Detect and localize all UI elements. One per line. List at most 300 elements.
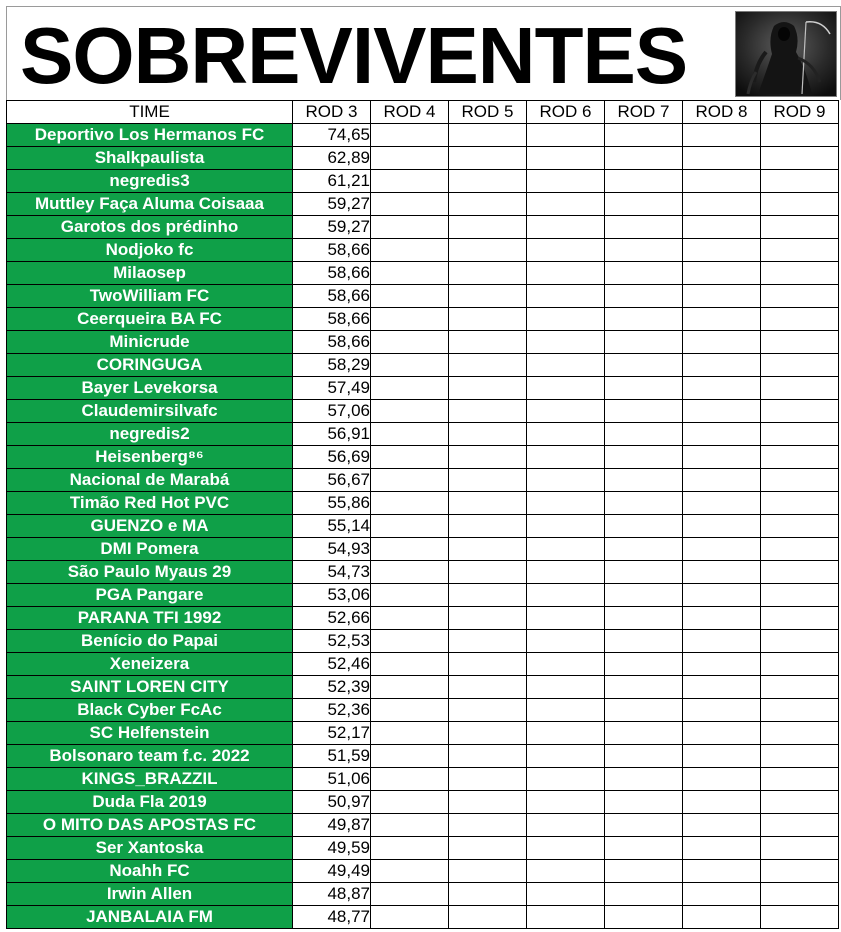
team-name-cell[interactable]: Garotos dos prédinho: [7, 216, 293, 239]
team-name-cell[interactable]: negredis3: [7, 170, 293, 193]
rod-3-score-cell[interactable]: 51,06: [293, 768, 371, 791]
rod-3-score-cell[interactable]: 52,66: [293, 607, 371, 630]
rod-9-score-cell[interactable]: [761, 193, 839, 216]
rod-6-score-cell[interactable]: [527, 262, 605, 285]
rod-3-score-cell[interactable]: 52,17: [293, 722, 371, 745]
rod-5-score-cell[interactable]: [449, 124, 527, 147]
rod-8-score-cell[interactable]: [683, 630, 761, 653]
table-row: [7, 147, 839, 170]
rod-4-score-cell[interactable]: [371, 860, 449, 883]
rod-4-score-cell[interactable]: [371, 469, 449, 492]
rod-9-score-cell[interactable]: [761, 469, 839, 492]
team-name-cell[interactable]: Xeneizera: [7, 653, 293, 676]
rod-3-score-cell[interactable]: 52,53: [293, 630, 371, 653]
rod-3-score-cell[interactable]: 49,59: [293, 837, 371, 860]
rod-7-score-cell[interactable]: [605, 676, 683, 699]
rod-7-score-cell[interactable]: [605, 722, 683, 745]
header-rod-9[interactable]: ROD 9: [761, 101, 839, 124]
rod-3-score-cell[interactable]: 59,27: [293, 193, 371, 216]
rod-9-score-cell[interactable]: [761, 768, 839, 791]
rod-9-score-cell[interactable]: [761, 147, 839, 170]
rod-4-score-cell[interactable]: [371, 745, 449, 768]
rod-9-score-cell[interactable]: [761, 423, 839, 446]
rod-6-score-cell[interactable]: [527, 722, 605, 745]
rod-6-score-cell[interactable]: [527, 446, 605, 469]
rod-6-score-cell[interactable]: [527, 653, 605, 676]
header-rod-8[interactable]: ROD 8: [683, 101, 761, 124]
rod-5-score-cell[interactable]: [449, 147, 527, 170]
rod-3-score-cell[interactable]: 57,06: [293, 400, 371, 423]
rod-7-score-cell[interactable]: [605, 193, 683, 216]
rod-7-score-cell[interactable]: [605, 883, 683, 906]
rod-8-score-cell[interactable]: [683, 492, 761, 515]
rod-6-score-cell[interactable]: [527, 423, 605, 446]
rod-7-score-cell[interactable]: [605, 653, 683, 676]
rod-6-score-cell[interactable]: [527, 515, 605, 538]
rod-9-score-cell[interactable]: [761, 584, 839, 607]
rod-7-score-cell[interactable]: [605, 538, 683, 561]
rod-3-score-cell[interactable]: 49,87: [293, 814, 371, 837]
rod-4-score-cell[interactable]: [371, 492, 449, 515]
rod-8-score-cell[interactable]: [683, 446, 761, 469]
rod-6-score-cell[interactable]: [527, 308, 605, 331]
rod-5-score-cell[interactable]: [449, 653, 527, 676]
rod-5-score-cell[interactable]: [449, 492, 527, 515]
team-name-cell[interactable]: Black Cyber FcAc: [7, 699, 293, 722]
rod-3-score-cell[interactable]: 58,66: [293, 262, 371, 285]
rod-4-score-cell[interactable]: [371, 561, 449, 584]
rod-3-score-cell[interactable]: 51,59: [293, 745, 371, 768]
team-name-cell[interactable]: KINGS_BRAZZIL: [7, 768, 293, 791]
rod-9-score-cell[interactable]: [761, 492, 839, 515]
table-row: [7, 354, 839, 377]
rod-8-score-cell[interactable]: [683, 515, 761, 538]
rod-5-score-cell[interactable]: [449, 354, 527, 377]
rod-4-score-cell[interactable]: [371, 906, 449, 929]
rod-3-score-cell[interactable]: 52,39: [293, 676, 371, 699]
team-name-cell[interactable]: Bayer Levekorsa: [7, 377, 293, 400]
rod-8-score-cell[interactable]: [683, 331, 761, 354]
table-row: [7, 285, 839, 308]
rod-7-score-cell[interactable]: [605, 584, 683, 607]
rod-8-score-cell[interactable]: [683, 653, 761, 676]
rod-8-score-cell[interactable]: [683, 745, 761, 768]
rod-8-score-cell[interactable]: [683, 837, 761, 860]
rod-6-score-cell[interactable]: [527, 791, 605, 814]
rod-5-score-cell[interactable]: [449, 216, 527, 239]
rod-8-score-cell[interactable]: [683, 676, 761, 699]
rod-5-score-cell[interactable]: [449, 699, 527, 722]
rod-8-score-cell[interactable]: [683, 883, 761, 906]
rod-4-score-cell[interactable]: [371, 538, 449, 561]
rod-4-score-cell[interactable]: [371, 837, 449, 860]
table-row: [7, 722, 839, 745]
rod-4-score-cell[interactable]: [371, 515, 449, 538]
rod-5-score-cell[interactable]: [449, 423, 527, 446]
rod-3-score-cell[interactable]: 48,87: [293, 883, 371, 906]
rod-7-score-cell[interactable]: [605, 377, 683, 400]
rod-8-score-cell[interactable]: [683, 239, 761, 262]
header-rod-7[interactable]: ROD 7: [605, 101, 683, 124]
rod-9-score-cell[interactable]: [761, 285, 839, 308]
rod-3-score-cell[interactable]: 61,21: [293, 170, 371, 193]
rod-4-score-cell[interactable]: [371, 400, 449, 423]
rod-5-score-cell[interactable]: [449, 768, 527, 791]
rod-9-score-cell[interactable]: [761, 170, 839, 193]
rod-9-score-cell[interactable]: [761, 699, 839, 722]
rod-6-score-cell[interactable]: [527, 607, 605, 630]
rod-5-score-cell[interactable]: [449, 561, 527, 584]
rod-4-score-cell[interactable]: [371, 308, 449, 331]
rod-3-score-cell[interactable]: 58,66: [293, 308, 371, 331]
rod-6-score-cell[interactable]: [527, 216, 605, 239]
rod-3-score-cell[interactable]: 56,67: [293, 469, 371, 492]
rod-6-score-cell[interactable]: [527, 377, 605, 400]
rod-9-score-cell[interactable]: [761, 331, 839, 354]
rod-8-score-cell[interactable]: [683, 561, 761, 584]
rod-3-score-cell[interactable]: 54,93: [293, 538, 371, 561]
rod-4-score-cell[interactable]: [371, 791, 449, 814]
rod-6-score-cell[interactable]: [527, 745, 605, 768]
ranking-table: [6, 100, 839, 929]
rod-4-score-cell[interactable]: [371, 699, 449, 722]
rod-5-score-cell[interactable]: [449, 285, 527, 308]
rod-6-score-cell[interactable]: [527, 285, 605, 308]
rod-5-score-cell[interactable]: [449, 584, 527, 607]
table-row: [7, 377, 839, 400]
rod-8-score-cell[interactable]: [683, 584, 761, 607]
team-name-cell[interactable]: O MITO DAS APOSTAS FC: [7, 814, 293, 837]
rod-8-score-cell[interactable]: [683, 147, 761, 170]
rod-8-score-cell[interactable]: [683, 607, 761, 630]
rod-3-score-cell[interactable]: 48,77: [293, 906, 371, 929]
rod-7-score-cell[interactable]: [605, 308, 683, 331]
rod-7-score-cell[interactable]: [605, 446, 683, 469]
table-row: [7, 745, 839, 768]
rod-3-score-cell[interactable]: 58,29: [293, 354, 371, 377]
rod-5-score-cell[interactable]: [449, 630, 527, 653]
rod-7-score-cell[interactable]: [605, 262, 683, 285]
rod-8-score-cell[interactable]: [683, 699, 761, 722]
rod-9-score-cell[interactable]: [761, 216, 839, 239]
team-name-cell[interactable]: GUENZO e MA: [7, 515, 293, 538]
rod-5-score-cell[interactable]: [449, 331, 527, 354]
team-name-cell[interactable]: Muttley Faça Aluma Coisaaa: [7, 193, 293, 216]
rod-6-score-cell[interactable]: [527, 883, 605, 906]
rod-9-score-cell[interactable]: [761, 124, 839, 147]
rod-5-score-cell[interactable]: [449, 860, 527, 883]
header-rod-5[interactable]: ROD 5: [449, 101, 527, 124]
table-row: [7, 860, 839, 883]
rod-7-score-cell[interactable]: [605, 469, 683, 492]
rod-3-score-cell[interactable]: 58,66: [293, 331, 371, 354]
rod-9-score-cell[interactable]: [761, 630, 839, 653]
rod-6-score-cell[interactable]: [527, 193, 605, 216]
rod-9-score-cell[interactable]: [761, 906, 839, 929]
rod-5-score-cell[interactable]: [449, 791, 527, 814]
rod-9-score-cell[interactable]: [761, 515, 839, 538]
rod-9-score-cell[interactable]: [761, 745, 839, 768]
table-row: [7, 883, 839, 906]
rod-7-score-cell[interactable]: [605, 147, 683, 170]
rod-5-score-cell[interactable]: [449, 469, 527, 492]
rod-5-score-cell[interactable]: [449, 745, 527, 768]
rod-5-score-cell[interactable]: [449, 239, 527, 262]
rod-5-score-cell[interactable]: [449, 515, 527, 538]
rod-4-score-cell[interactable]: [371, 354, 449, 377]
rod-7-score-cell[interactable]: [605, 745, 683, 768]
rod-3-score-cell[interactable]: 53,06: [293, 584, 371, 607]
team-name-cell[interactable]: TwoWilliam FC: [7, 285, 293, 308]
rod-3-score-cell[interactable]: 54,73: [293, 561, 371, 584]
team-name-cell[interactable]: Shalkpaulista: [7, 147, 293, 170]
rod-9-score-cell[interactable]: [761, 883, 839, 906]
table-row: [7, 814, 839, 837]
rod-8-score-cell[interactable]: [683, 262, 761, 285]
rod-4-score-cell[interactable]: [371, 814, 449, 837]
rod-9-score-cell[interactable]: [761, 607, 839, 630]
rod-6-score-cell[interactable]: [527, 170, 605, 193]
team-name-cell[interactable]: JANBALAIA FM: [7, 906, 293, 929]
rod-9-score-cell[interactable]: [761, 400, 839, 423]
rod-6-score-cell[interactable]: [527, 400, 605, 423]
rod-8-score-cell[interactable]: [683, 354, 761, 377]
team-name-cell[interactable]: Noahh FC: [7, 860, 293, 883]
rod-9-score-cell[interactable]: [761, 722, 839, 745]
rod-5-score-cell[interactable]: [449, 308, 527, 331]
rod-8-score-cell[interactable]: [683, 170, 761, 193]
rod-9-score-cell[interactable]: [761, 860, 839, 883]
rod-8-score-cell[interactable]: [683, 906, 761, 929]
team-name-cell[interactable]: Nacional de Marabá: [7, 469, 293, 492]
rod-5-score-cell[interactable]: [449, 538, 527, 561]
team-name-cell[interactable]: negredis2: [7, 423, 293, 446]
rod-3-score-cell[interactable]: 55,14: [293, 515, 371, 538]
table-row: [7, 791, 839, 814]
rod-3-score-cell[interactable]: 59,27: [293, 216, 371, 239]
team-name-cell[interactable]: Minicrude: [7, 331, 293, 354]
team-name-cell[interactable]: SC Helfenstein: [7, 722, 293, 745]
rod-8-score-cell[interactable]: [683, 538, 761, 561]
rod-9-score-cell[interactable]: [761, 262, 839, 285]
rod-3-score-cell[interactable]: 58,66: [293, 239, 371, 262]
rod-5-score-cell[interactable]: [449, 883, 527, 906]
rod-7-score-cell[interactable]: [605, 699, 683, 722]
team-name-cell[interactable]: Heisenberg⁸⁶: [7, 446, 293, 469]
rod-8-score-cell[interactable]: [683, 400, 761, 423]
rod-7-score-cell[interactable]: [605, 515, 683, 538]
rod-8-score-cell[interactable]: [683, 423, 761, 446]
rod-5-score-cell[interactable]: [449, 814, 527, 837]
rod-9-score-cell[interactable]: [761, 814, 839, 837]
rod-6-score-cell[interactable]: [527, 354, 605, 377]
rod-3-score-cell[interactable]: 74,65: [293, 124, 371, 147]
rod-6-score-cell[interactable]: [527, 124, 605, 147]
rod-8-score-cell[interactable]: [683, 216, 761, 239]
rod-5-score-cell[interactable]: [449, 262, 527, 285]
rod-6-score-cell[interactable]: [527, 906, 605, 929]
rod-7-score-cell[interactable]: [605, 492, 683, 515]
rod-9-score-cell[interactable]: [761, 377, 839, 400]
table-row: [7, 308, 839, 331]
rod-7-score-cell[interactable]: [605, 400, 683, 423]
rod-7-score-cell[interactable]: [605, 239, 683, 262]
rod-4-score-cell[interactable]: [371, 147, 449, 170]
header-rod-4[interactable]: ROD 4: [371, 101, 449, 124]
rod-5-score-cell[interactable]: [449, 676, 527, 699]
rod-7-score-cell[interactable]: [605, 285, 683, 308]
rod-8-score-cell[interactable]: [683, 814, 761, 837]
rod-5-score-cell[interactable]: [449, 722, 527, 745]
rod-3-score-cell[interactable]: 49,49: [293, 860, 371, 883]
rod-4-score-cell[interactable]: [371, 124, 449, 147]
rod-5-score-cell[interactable]: [449, 906, 527, 929]
team-name-cell[interactable]: PGA Pangare: [7, 584, 293, 607]
rod-7-score-cell[interactable]: [605, 216, 683, 239]
rod-5-score-cell[interactable]: [449, 170, 527, 193]
rod-8-score-cell[interactable]: [683, 791, 761, 814]
team-name-cell[interactable]: PARANA TFI 1992: [7, 607, 293, 630]
rod-6-score-cell[interactable]: [527, 860, 605, 883]
team-name-cell[interactable]: Ser Xantoska: [7, 837, 293, 860]
rod-7-score-cell[interactable]: [605, 814, 683, 837]
header-rod-6[interactable]: ROD 6: [527, 101, 605, 124]
rod-4-score-cell[interactable]: [371, 216, 449, 239]
rod-6-score-cell[interactable]: [527, 331, 605, 354]
rod-4-score-cell[interactable]: [371, 676, 449, 699]
team-name-cell[interactable]: Duda Fla 2019: [7, 791, 293, 814]
rod-9-score-cell[interactable]: [761, 354, 839, 377]
rod-8-score-cell[interactable]: [683, 860, 761, 883]
rod-6-score-cell[interactable]: [527, 492, 605, 515]
rod-4-score-cell[interactable]: [371, 584, 449, 607]
rod-7-score-cell[interactable]: [605, 768, 683, 791]
team-name-cell[interactable]: DMI Pomera: [7, 538, 293, 561]
team-name-cell[interactable]: Timão Red Hot PVC: [7, 492, 293, 515]
rod-7-score-cell[interactable]: [605, 607, 683, 630]
rod-3-score-cell[interactable]: 58,66: [293, 285, 371, 308]
rod-6-score-cell[interactable]: [527, 147, 605, 170]
team-name-cell[interactable]: Irwin Allen: [7, 883, 293, 906]
rod-7-score-cell[interactable]: [605, 791, 683, 814]
rod-6-score-cell[interactable]: [527, 676, 605, 699]
rod-9-score-cell[interactable]: [761, 446, 839, 469]
rod-6-score-cell[interactable]: [527, 768, 605, 791]
team-name-cell[interactable]: SAINT LOREN CITY: [7, 676, 293, 699]
rod-5-score-cell[interactable]: [449, 377, 527, 400]
rod-4-score-cell[interactable]: [371, 883, 449, 906]
rod-9-score-cell[interactable]: [761, 791, 839, 814]
rod-3-score-cell[interactable]: 57,49: [293, 377, 371, 400]
rod-4-score-cell[interactable]: [371, 285, 449, 308]
team-name-cell[interactable]: Benício do Papai: [7, 630, 293, 653]
rod-7-score-cell[interactable]: [605, 423, 683, 446]
rod-4-score-cell[interactable]: [371, 653, 449, 676]
rod-7-score-cell[interactable]: [605, 561, 683, 584]
rod-8-score-cell[interactable]: [683, 285, 761, 308]
rod-4-score-cell[interactable]: [371, 630, 449, 653]
rod-4-score-cell[interactable]: [371, 239, 449, 262]
rod-8-score-cell[interactable]: [683, 469, 761, 492]
rod-8-score-cell[interactable]: [683, 722, 761, 745]
rod-4-score-cell[interactable]: [371, 446, 449, 469]
rod-9-score-cell[interactable]: [761, 676, 839, 699]
team-name-cell[interactable]: Milaosep: [7, 262, 293, 285]
header-rod-3[interactable]: ROD 3: [293, 101, 371, 124]
rod-4-score-cell[interactable]: [371, 377, 449, 400]
team-name-cell[interactable]: Deportivo Los Hermanos FC: [7, 124, 293, 147]
rod-9-score-cell[interactable]: [761, 837, 839, 860]
rod-3-score-cell[interactable]: 56,69: [293, 446, 371, 469]
rod-6-score-cell[interactable]: [527, 469, 605, 492]
rod-3-score-cell[interactable]: 52,46: [293, 653, 371, 676]
rod-6-score-cell[interactable]: [527, 837, 605, 860]
rod-5-score-cell[interactable]: [449, 446, 527, 469]
team-name-cell[interactable]: Nodjoko fc: [7, 239, 293, 262]
rod-9-score-cell[interactable]: [761, 538, 839, 561]
team-name-cell[interactable]: Bolsonaro team f.c. 2022: [7, 745, 293, 768]
rod-6-score-cell[interactable]: [527, 814, 605, 837]
team-name-cell[interactable]: Claudemirsilvafc: [7, 400, 293, 423]
rod-3-score-cell[interactable]: 55,86: [293, 492, 371, 515]
rod-7-score-cell[interactable]: [605, 124, 683, 147]
rod-6-score-cell[interactable]: [527, 561, 605, 584]
rod-4-score-cell[interactable]: [371, 768, 449, 791]
team-name-cell[interactable]: São Paulo Myaus 29: [7, 561, 293, 584]
team-name-cell[interactable]: CORINGUGA: [7, 354, 293, 377]
rod-4-score-cell[interactable]: [371, 170, 449, 193]
rod-7-score-cell[interactable]: [605, 837, 683, 860]
rod-5-score-cell[interactable]: [449, 607, 527, 630]
rod-4-score-cell[interactable]: [371, 262, 449, 285]
rod-4-score-cell[interactable]: [371, 607, 449, 630]
rod-6-score-cell[interactable]: [527, 630, 605, 653]
rod-9-score-cell[interactable]: [761, 561, 839, 584]
rod-5-score-cell[interactable]: [449, 400, 527, 423]
rod-8-score-cell[interactable]: [683, 308, 761, 331]
rod-4-score-cell[interactable]: [371, 722, 449, 745]
rod-5-score-cell[interactable]: [449, 837, 527, 860]
rod-3-score-cell[interactable]: 50,97: [293, 791, 371, 814]
rod-4-score-cell[interactable]: [371, 331, 449, 354]
rod-3-score-cell[interactable]: 52,36: [293, 699, 371, 722]
header-time[interactable]: TIME: [7, 101, 293, 124]
rod-3-score-cell[interactable]: 62,89: [293, 147, 371, 170]
rod-6-score-cell[interactable]: [527, 239, 605, 262]
team-name-cell[interactable]: Ceerqueira BA FC: [7, 308, 293, 331]
rod-8-score-cell[interactable]: [683, 768, 761, 791]
rod-8-score-cell[interactable]: [683, 193, 761, 216]
rod-9-score-cell[interactable]: [761, 239, 839, 262]
rod-9-score-cell[interactable]: [761, 308, 839, 331]
rod-7-score-cell[interactable]: [605, 906, 683, 929]
rod-6-score-cell[interactable]: [527, 584, 605, 607]
rod-8-score-cell[interactable]: [683, 377, 761, 400]
rod-6-score-cell[interactable]: [527, 538, 605, 561]
rod-7-score-cell[interactable]: [605, 630, 683, 653]
rod-9-score-cell[interactable]: [761, 653, 839, 676]
rod-7-score-cell[interactable]: [605, 860, 683, 883]
rod-4-score-cell[interactable]: [371, 423, 449, 446]
rod-7-score-cell[interactable]: [605, 170, 683, 193]
rod-6-score-cell[interactable]: [527, 699, 605, 722]
rod-7-score-cell[interactable]: [605, 331, 683, 354]
rod-8-score-cell[interactable]: [683, 124, 761, 147]
rod-3-score-cell[interactable]: 56,91: [293, 423, 371, 446]
rod-7-score-cell[interactable]: [605, 354, 683, 377]
rod-5-score-cell[interactable]: [449, 193, 527, 216]
rod-4-score-cell[interactable]: [371, 193, 449, 216]
